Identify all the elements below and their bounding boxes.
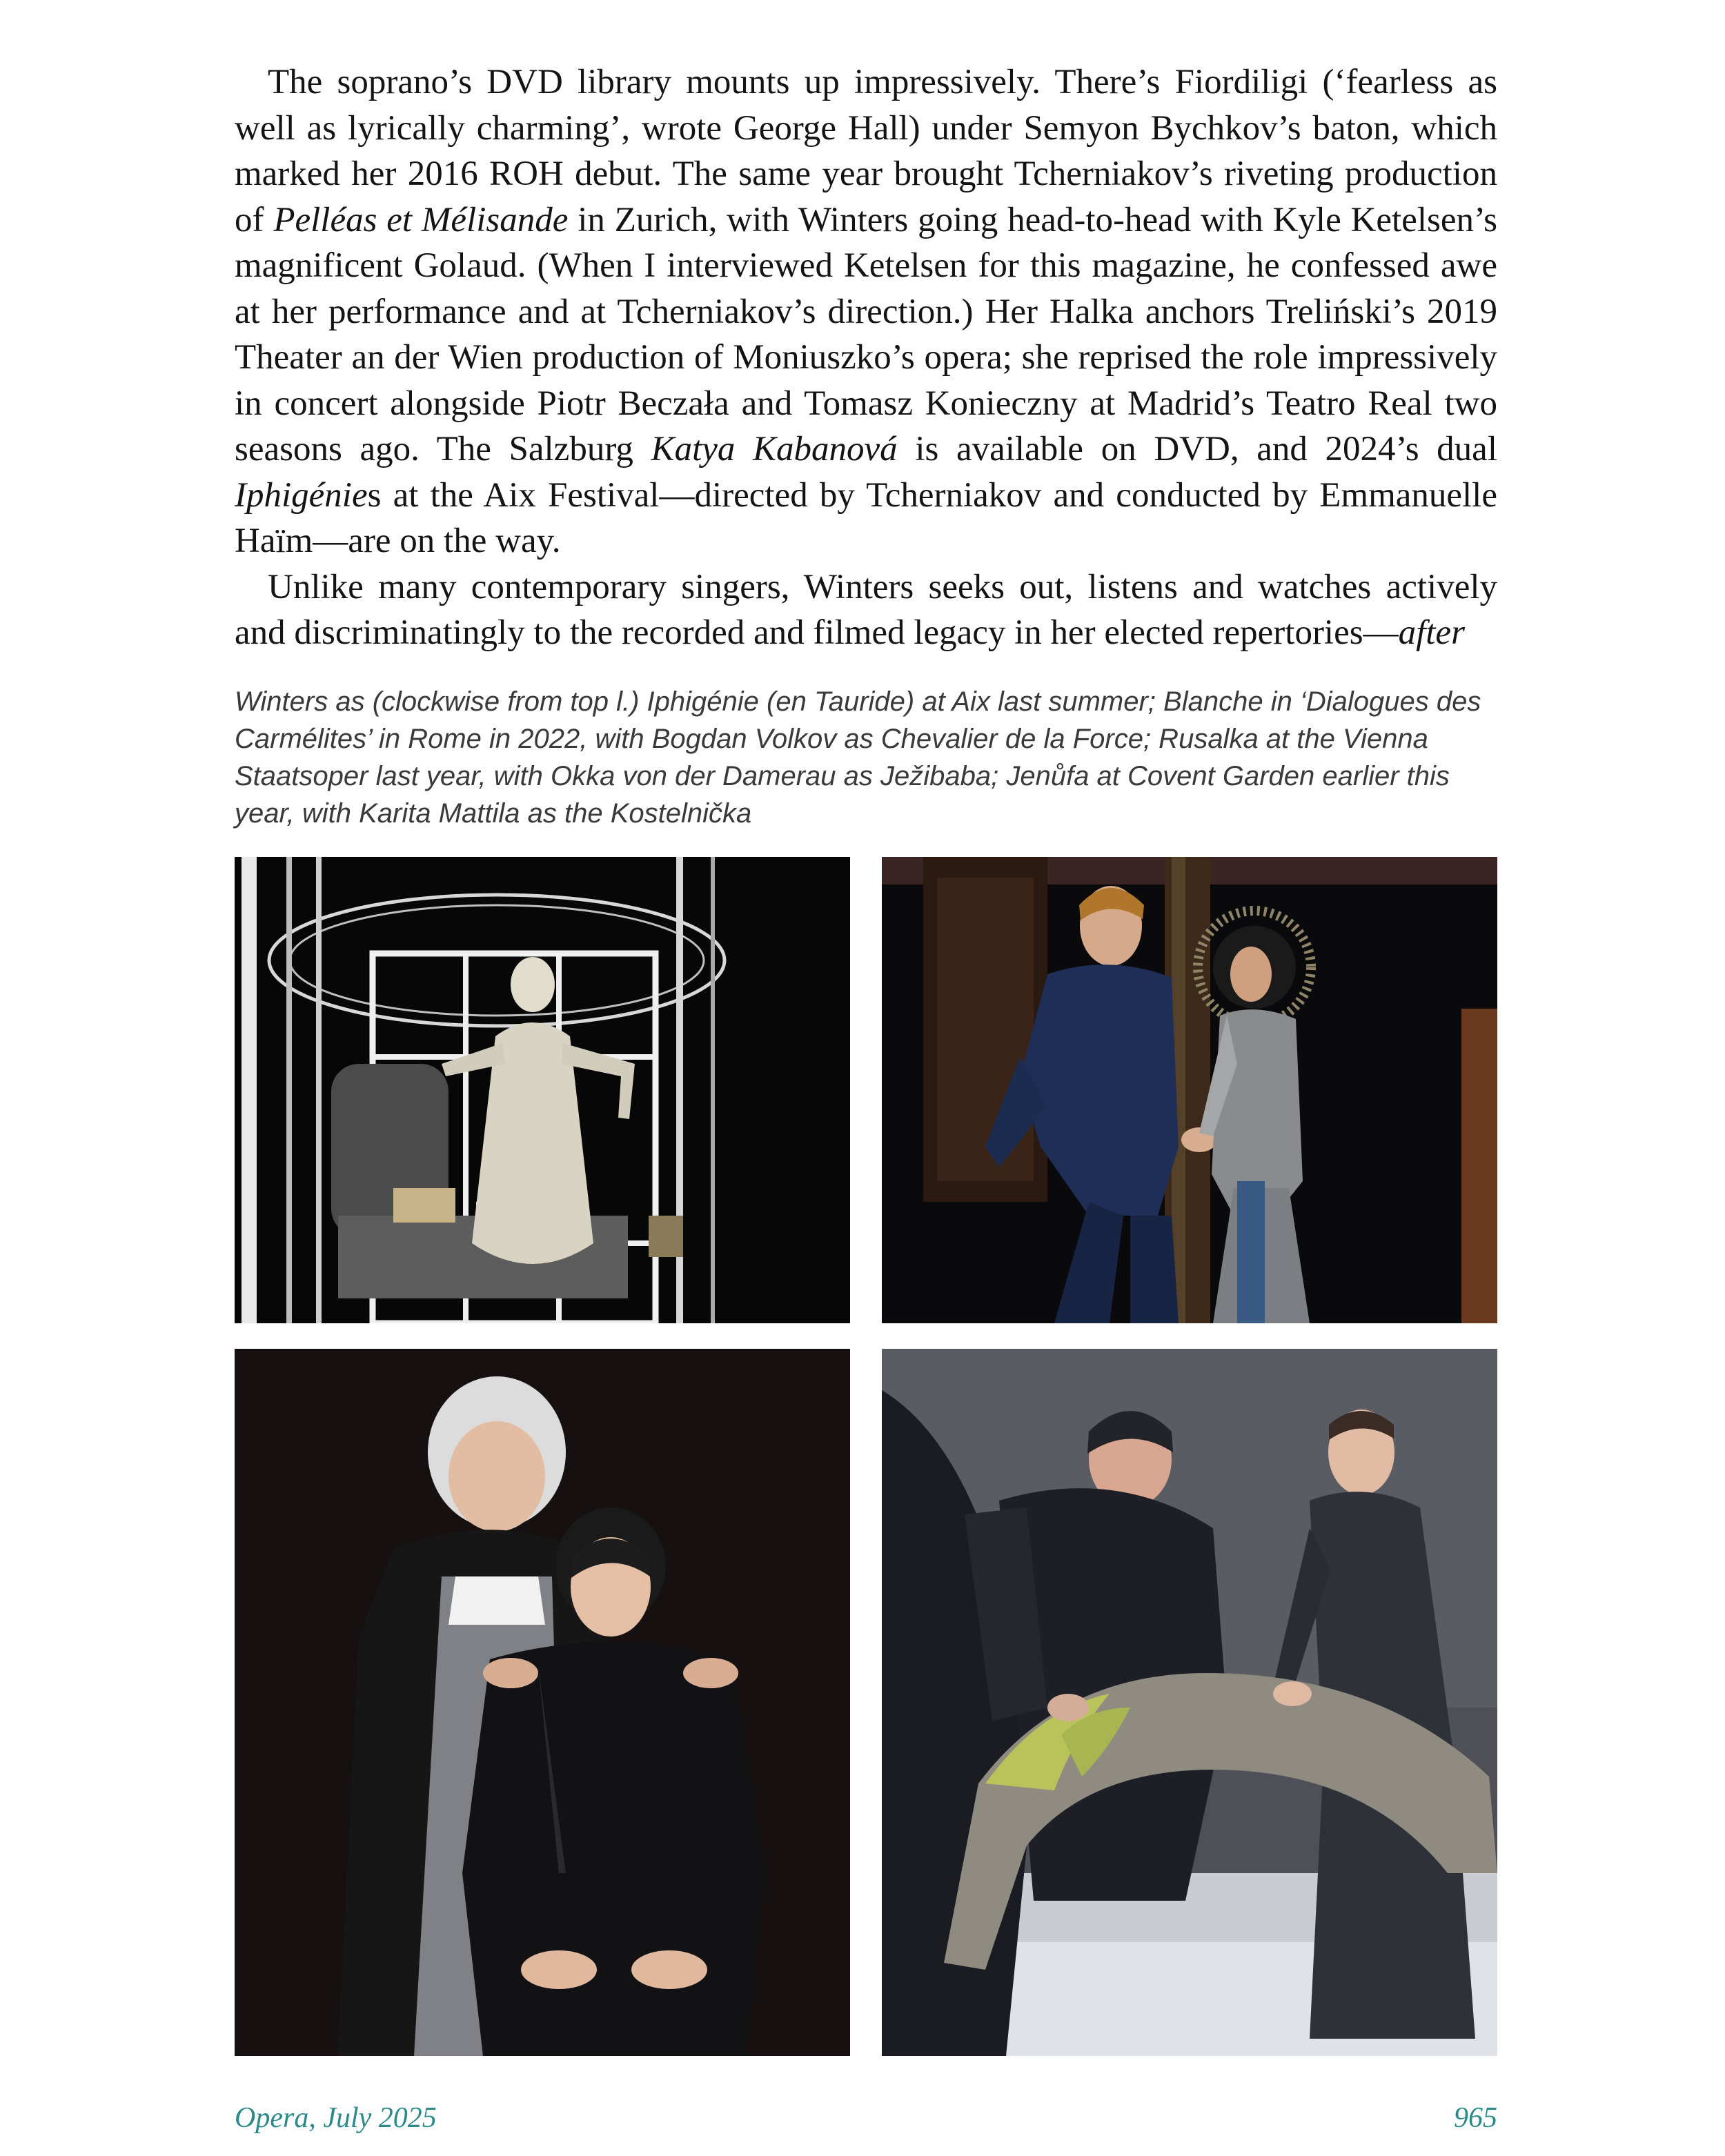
photo-iphigenie (235, 857, 850, 1323)
article-paragraph-2 (235, 564, 1497, 656)
footer-page-number: 965 (1454, 2102, 1497, 2134)
footer-publication: Opera, July 2025 (235, 2102, 437, 2134)
italic-title-iphigenie: Iphigénie (235, 475, 368, 515)
photo-carmelites (882, 857, 1497, 1323)
article-body (235, 59, 1497, 656)
italic-word-after: after (1398, 613, 1465, 652)
italic-title-pelleas: Pelléas et Mélisande (273, 200, 569, 239)
text-run: The soprano’s DVD library mounts up impressively. There’s Fiordiligi (‘fearless as well as lyrically charming’, wrote George Hall) under Semyon Bychkov’s baton, which marked her 2016 ROH debut. The same year brought Tcherniakov’s riveting production of (235, 63, 1497, 239)
text-run: is available on DVD, and 2024’s dual (897, 430, 1497, 468)
text-run: in Zurich, with Winters going head-to-head with Kyle Ketelsen’s magnificent Golaud. (When I interviewed Ketelsen for this magazine, he confessed awe at her performance and at Tcherniakov’s direction.) Her Halka anchors Treliński’s 2019 Theater an der Wien production of Moniuszko’s opera; she reprised the role impressively in concert alongside Piotr Beczała and Tomasz Konieczny at Madrid’s Teatro Real two seasons ago. The Salzburg (235, 200, 1498, 468)
photo-caption: Winters as (clockwise from top l.) Iphigénie (en Tauride) at Aix last summer; Blanche in ‘Dialogues des Carmélites’ in Rome in 2022, with Bogdan Volkov as Chevalier de la Force; Rusalka at the Vienna Staatsoper last year, with Okka von der Damerau as Ježibaba; Jenůfa at Covent Garden earlier this year, with Karita Mattila as the Kostelnička (235, 686, 1481, 829)
article-paragraph-1 (235, 59, 1497, 564)
photo-rusalka (882, 1349, 1497, 2056)
text-run: s at the Aix Festival—directed by Tcherniakov and conducted by Emmanuelle Haïm—are on the way. (235, 475, 1497, 560)
italic-title-katya: Katya Kabanová (651, 430, 898, 468)
photo-jenufa (235, 1349, 850, 2056)
text-run: Unlike many contemporary singers, Winters seeks out, listens and watches actively and discriminatingly to the recorded and filmed legacy in her elected repertories— (235, 567, 1497, 652)
